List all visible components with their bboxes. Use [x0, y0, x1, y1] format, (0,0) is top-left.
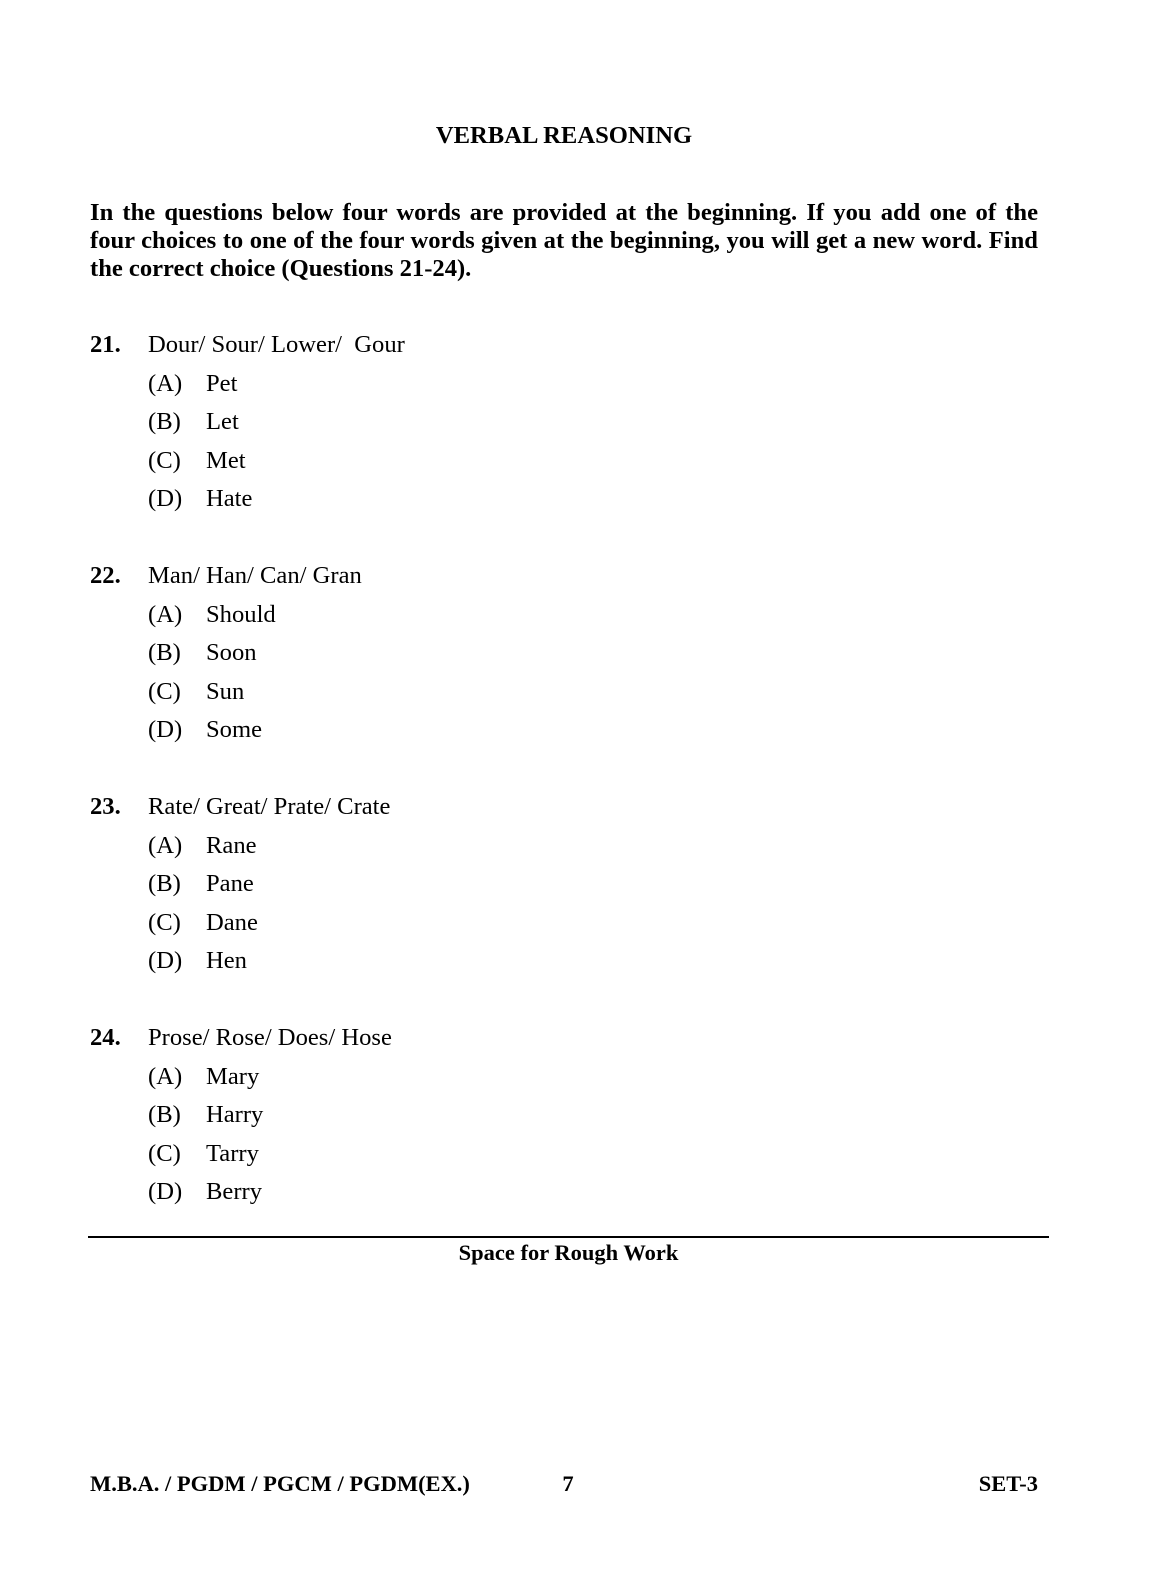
- option-a: [148, 1058, 1038, 1097]
- option-text: Some: [206, 716, 263, 743]
- option-label: (D): [148, 947, 183, 974]
- option-a: [148, 827, 1038, 866]
- option-text: Harry: [206, 1101, 264, 1128]
- option-text: Hate: [206, 485, 253, 512]
- option-label: (B): [148, 639, 181, 666]
- option-text: Hen: [206, 947, 247, 974]
- question-number: 21.: [90, 331, 121, 358]
- option-label: (A): [148, 600, 183, 628]
- option-text: Met: [206, 446, 246, 474]
- option-b: [148, 634, 1038, 673]
- question-stem-line: [90, 788, 1038, 827]
- question-stem: Man/ Han/ Can/ Gran: [148, 562, 362, 589]
- option-c: [148, 442, 1038, 481]
- option-text: Sun: [206, 677, 245, 705]
- option-text: Rane: [206, 831, 257, 859]
- option-c: [148, 673, 1038, 712]
- question-list: [90, 326, 1038, 1250]
- option-text: Soon: [206, 639, 257, 666]
- option-b: [148, 865, 1038, 904]
- footer-course: M.B.A. / PGDM / PGCM / PGDM(EX.): [90, 1471, 470, 1496]
- question-number: 23.: [90, 793, 121, 820]
- option-text: Should: [206, 600, 276, 628]
- option-text: Tarry: [206, 1139, 259, 1167]
- footer-set: SET-3: [978, 1471, 1038, 1496]
- question-stem: Rate/ Great/ Prate/ Crate: [148, 793, 391, 820]
- option-label: (A): [148, 831, 183, 859]
- option-list: [148, 596, 1038, 750]
- question-24: [90, 1019, 1038, 1212]
- option-text: Pane: [206, 870, 254, 897]
- option-b: [148, 1096, 1038, 1135]
- option-d: [148, 711, 1038, 750]
- option-a: [148, 596, 1038, 635]
- option-text: Dane: [206, 908, 258, 936]
- option-list: [148, 1058, 1038, 1212]
- question-stem-line: [90, 1019, 1038, 1058]
- instructions-paragraph: In the questions below four words are provided at the beginning. If you add one of the four choices to one of the four words given at the beginning, you will get a new word. Find the correct choice (Questions 21-24).: [90, 199, 1038, 282]
- option-text: Berry: [206, 1178, 262, 1205]
- rough-work-divider: [88, 1236, 1049, 1238]
- option-label: (B): [148, 870, 181, 897]
- question-21: [90, 326, 1038, 519]
- question-23: [90, 788, 1038, 981]
- question-stem: Dour/ Sour/ Lower/ Gour: [148, 331, 405, 358]
- option-label: (C): [148, 677, 181, 705]
- option-a: [148, 365, 1038, 404]
- section-title: VERBAL REASONING: [435, 122, 693, 149]
- question-stem: Prose/ Rose/ Does/ Hose: [148, 1024, 392, 1051]
- option-label: (B): [148, 408, 181, 435]
- option-c: [148, 904, 1038, 943]
- option-d: [148, 1173, 1038, 1212]
- question-22: [90, 557, 1038, 750]
- option-label: (A): [148, 369, 183, 397]
- option-label: (C): [148, 908, 181, 936]
- option-label: (D): [148, 1178, 183, 1205]
- option-label: (B): [148, 1101, 181, 1128]
- question-number: 22.: [90, 562, 121, 589]
- question-stem-line: [90, 326, 1038, 365]
- question-number: 24.: [90, 1024, 121, 1051]
- rough-work-label: Space for Rough Work: [458, 1240, 679, 1265]
- option-text: Mary: [206, 1062, 260, 1090]
- option-label: (A): [148, 1062, 183, 1090]
- page-footer: [90, 1470, 1038, 1498]
- option-list: [148, 827, 1038, 981]
- option-label: (D): [148, 716, 183, 743]
- option-label: (C): [148, 1139, 181, 1167]
- option-label: (C): [148, 446, 181, 474]
- option-d: [148, 480, 1038, 519]
- option-d: [148, 942, 1038, 981]
- question-stem-line: [90, 557, 1038, 596]
- option-b: [148, 403, 1038, 442]
- option-c: [148, 1135, 1038, 1174]
- option-label: (D): [148, 485, 183, 512]
- option-text: Pet: [206, 369, 238, 397]
- option-text: Let: [206, 408, 239, 435]
- option-list: [148, 365, 1038, 519]
- footer-page-number: 7: [562, 1471, 574, 1496]
